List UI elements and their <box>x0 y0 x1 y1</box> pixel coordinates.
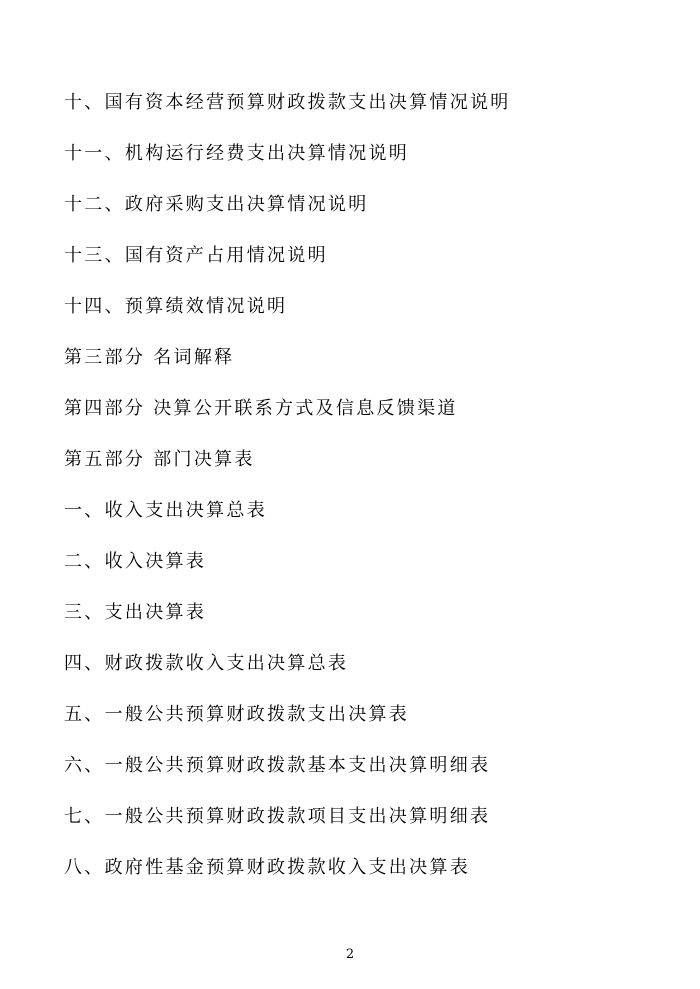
toc-entry-part-five: 第五部分 部门决算表 <box>64 449 255 470</box>
toc-entry-agency-operating-expenses: 十一、机构运行经费支出决算情况说明 <box>64 143 410 164</box>
toc-entry-table-six: 六、一般公共预算财政拨款基本支出决算明细表 <box>64 755 491 776</box>
toc-entry-table-eight: 八、政府性基金预算财政拨款收入支出决算表 <box>64 857 470 878</box>
toc-entry-table-four: 四、财政拨款收入支出决算总表 <box>64 653 349 674</box>
toc-entry-government-procurement: 十二、政府采购支出决算情况说明 <box>64 194 369 215</box>
toc-entry-table-two: 二、收入决算表 <box>64 551 207 572</box>
toc-entry-table-five: 五、一般公共预算财政拨款支出决算表 <box>64 704 410 725</box>
toc-entry-part-four: 第四部分 决算公开联系方式及信息反馈渠道 <box>64 398 458 419</box>
toc-entry-state-capital-budget: 十、国有资本经营预算财政拨款支出决算情况说明 <box>64 92 511 113</box>
toc-entry-state-assets: 十三、国有资产占用情况说明 <box>64 245 328 266</box>
table-of-contents <box>64 89 664 905</box>
toc-entry-table-seven: 七、一般公共预算财政拨款项目支出决算明细表 <box>64 806 491 827</box>
toc-entry-part-three: 第三部分 名词解释 <box>64 347 235 368</box>
toc-entry-table-one: 一、收入支出决算总表 <box>64 500 267 521</box>
toc-entry-table-three: 三、支出决算表 <box>64 602 207 623</box>
page-number: 2 <box>345 947 355 962</box>
toc-entry-performance: 十四、预算绩效情况说明 <box>64 296 288 317</box>
